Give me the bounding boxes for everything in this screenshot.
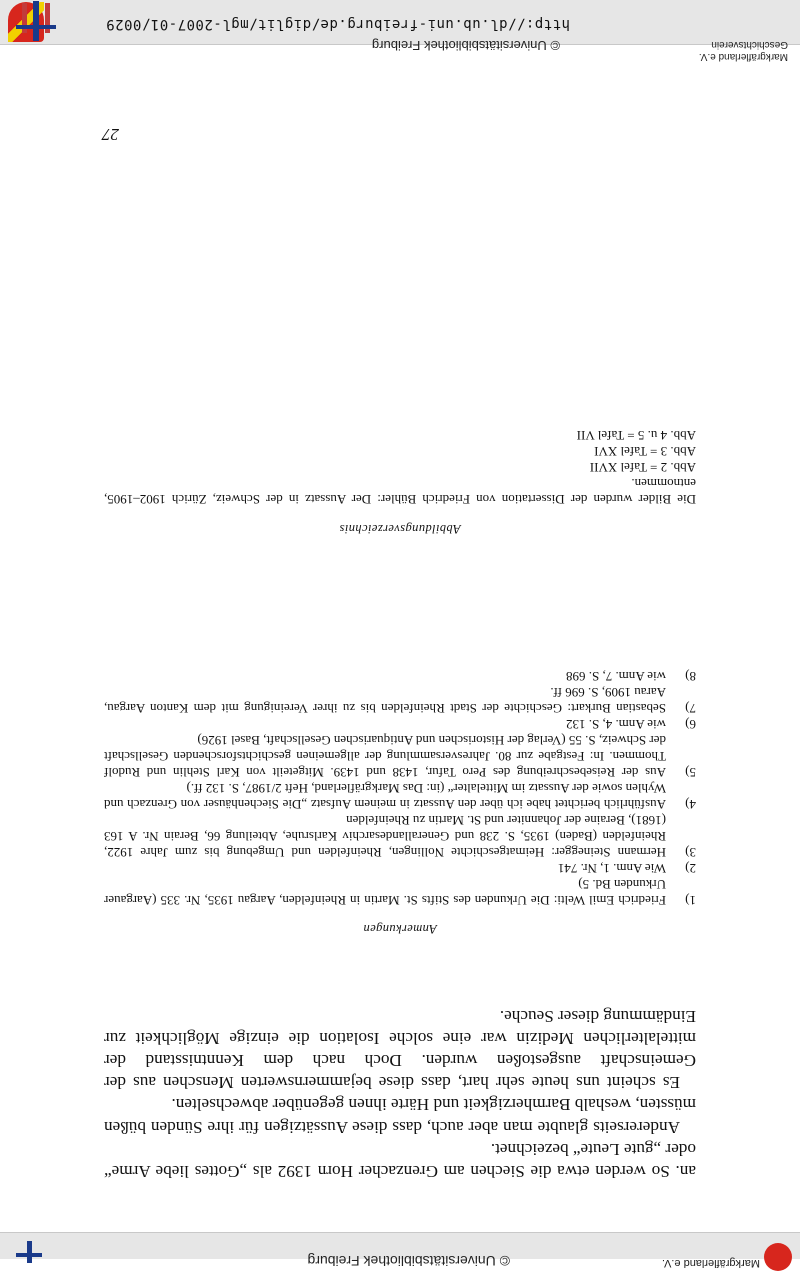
body-paragraph: an. So werden etwa die Siechen am Grenzacher Horn 1392 als „Gottes liebe Arme“ oder „gute Leute“ bezeichnet.	[104, 1139, 696, 1181]
note-text: wie Anm. 7, S. 698	[565, 669, 666, 684]
note-item	[104, 668, 696, 684]
ub-freiburg-logo-icon	[14, 1, 58, 41]
note-item	[104, 812, 696, 860]
figure-item: Abb. 4 u. 5 = Tafel VII	[576, 428, 696, 443]
notes-heading: Anmerkungen	[363, 922, 437, 936]
note-number: 7)	[685, 701, 696, 716]
note-number: 6)	[685, 717, 696, 732]
figure-item: Abb. 3 = Tafel XVI	[594, 444, 696, 459]
note-text: Aus der Reisebeschreibung des Pero Tafur, 1438 und 1439. Mitgeteilt von Karl Stehlin und Rudolf Thommen. In: Festgabe zur 80. Jahresversammlung der allgemeinen geschichtsforschenden Gesellschaft der Schweiz, S. 55 (Verlag der Historischen und Antiquarischen Gesellschaft, Basel 1926)	[104, 733, 666, 780]
document-page	[0, 44, 800, 1233]
ub-freiburg-logo-icon	[14, 1237, 44, 1263]
note-number: 4)	[685, 797, 696, 812]
note-number: 5)	[685, 765, 696, 780]
figure-item: Abb. 2 = Tafel XVII	[589, 460, 696, 475]
body-paragraph: Es scheint uns heute sehr hart, dass diese bejammernswerten Menschen aus der Gemeinschaft ausgestoßen wurden. Doch nach dem Kenntnisstand der mittelalterlichen Medizin war eine solche Isolation die einzige Möglichkeit zur Eindämmung dieser Seuche.	[104, 1006, 696, 1093]
note-item	[104, 684, 696, 716]
society-name-line1: Geschichtsverein	[711, 39, 788, 50]
note-item	[104, 860, 696, 876]
body-paragraph: Andererseits glaubte man aber auch, dass diese Aussätzigen für ihre Sünden büßen müssten, weshalb Barmherzigkeit und Härte ihnen gegenüber abwechselten.	[104, 1095, 696, 1137]
note-text: Wie Anm. 1, Nr. 741	[557, 861, 666, 876]
header-url-link[interactable]: http://dl.ub.uni-freiburg.de/diglit/mgl-2007-01/0029	[105, 16, 570, 32]
note-item	[104, 716, 696, 732]
figures-intro: Die Bilder wurden der Dissertation von Friedrich Bühler: Der Aussatz in der Schweiz, Zürich 1902–1905, entnommen.	[104, 476, 696, 507]
footer-bar	[0, 1232, 800, 1269]
note-number: 1)	[685, 893, 696, 908]
note-number: 2)	[685, 861, 696, 876]
note-number: 3)	[685, 845, 696, 860]
society-crest-icon	[764, 1243, 792, 1271]
note-text: Hermann Steinegger: Heimatgeschichte Nollingen, Rheinfelden und Umgebung bis zum Jahre 1922, Rheinfelden (Baden) 1935, S. 238 und Generallandesarchiv Karlsruhe, Abteilung 66, Berain Nr. A 163 (1681), Beraine der Johanniter und St. Martin zu Rheinfelden	[104, 813, 666, 860]
notes-list	[104, 668, 696, 908]
note-item	[104, 876, 696, 908]
figures-list	[104, 427, 696, 507]
body-text	[104, 1004, 696, 1182]
note-number: 8)	[685, 669, 696, 684]
society-name-line2: Markgräflerland e.V.	[698, 51, 788, 62]
page-number: 27	[102, 125, 119, 144]
figures-heading: Abbildungsverzeichnis	[339, 522, 461, 536]
header-bar	[0, 0, 800, 62]
note-text: Friedrich Emil Welti: Die Urkunden des Stifts St. Martin in Rheinfelden, Aargau 1935, Nr. 335 (Aargauer Urkunden Bd. 5)	[104, 877, 666, 908]
note-text: Ausführlich berichtet habe ich über den Aussatz in meinem Aufsatz „Die Siechenhäuser von Grenzach und Wyhlen sowie der Aussatz im Mittelalter“ (in: Das Markgräflerland, Heft 2/1987, S. 132 ff.)	[104, 781, 666, 812]
note-item	[104, 732, 696, 780]
header-credit: © Universitätsbibliothek Freiburg	[371, 38, 560, 53]
note-item	[104, 780, 696, 812]
footer-society: Markgräflerland e.V.	[661, 1257, 760, 1269]
note-text: Sebastian Burkart: Geschichte der Stadt Rheinfelden bis zu ihrer Vereinigung mit dem Kanton Aargau, Aarau 1909, S. 696 ff.	[104, 685, 666, 716]
note-text: wie Anm. 4, S. 132	[565, 717, 666, 732]
footer-credit: © Universitätsbibliothek Freiburg	[307, 1253, 510, 1269]
